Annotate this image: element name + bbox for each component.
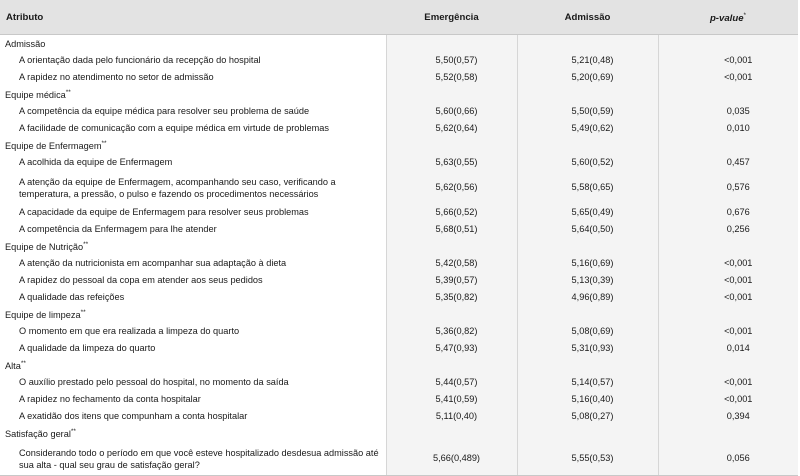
admission-cell: 5,64(0,50) <box>517 221 658 238</box>
emergency-cell: 5,52(0,58) <box>386 69 517 86</box>
admission-cell: 5,20(0,69) <box>517 69 658 86</box>
table-row <box>0 340 798 357</box>
section-empty-cell <box>386 238 517 255</box>
pvalue-cell: <0,001 <box>658 69 798 86</box>
attribute-cell: O momento em que era realizada a limpeza do quarto <box>19 326 240 336</box>
section-empty-cell <box>658 306 798 323</box>
header-emergency: Emergência <box>386 0 517 35</box>
section-title <box>0 306 386 323</box>
attribute-cell: A qualidade da limpeza do quarto <box>19 343 156 353</box>
section-name: Admissão <box>5 39 46 50</box>
section-empty-cell <box>386 306 517 323</box>
section-empty-cell <box>386 35 517 53</box>
section-empty-cell <box>658 35 798 53</box>
attribute-cell: A competência da equipe médica para resolver seu problema de saúde <box>19 106 310 116</box>
pvalue-cell: 0,035 <box>658 103 798 120</box>
section-row <box>0 306 798 323</box>
section-empty-cell <box>658 425 798 442</box>
section-empty-cell <box>386 357 517 374</box>
pvalue-cell: <0,001 <box>658 323 798 340</box>
emergency-cell: 5,62(0,56) <box>386 171 517 204</box>
pvalue-cell: 0,676 <box>658 204 798 221</box>
header-attribute: Atributo <box>0 0 386 35</box>
admission-cell: 5,16(0,40) <box>517 391 658 408</box>
admission-cell: 5,08(0,69) <box>517 323 658 340</box>
section-title <box>0 35 386 53</box>
section-name: Equipe médica <box>5 90 66 101</box>
emergency-cell: 5,63(0,55) <box>386 154 517 171</box>
section-empty-cell <box>386 425 517 442</box>
section-name: Satisfação geral <box>5 429 71 440</box>
table-row <box>0 221 798 238</box>
section-mark: ** <box>20 360 26 368</box>
admission-cell: 5,65(0,49) <box>517 204 658 221</box>
section-mark: ** <box>80 309 86 317</box>
section-mark: ** <box>70 428 76 436</box>
admission-cell: 5,60(0,52) <box>517 154 658 171</box>
attribute-cell: A orientação dada pelo funcionário da recepção do hospital <box>19 55 261 65</box>
table-row <box>0 120 798 137</box>
admission-cell: 5,08(0,27) <box>517 408 658 425</box>
section-empty-cell <box>386 86 517 103</box>
section-row <box>0 35 798 53</box>
table-row <box>0 255 798 272</box>
section-mark: ** <box>101 140 107 148</box>
emergency-cell: 5,62(0,64) <box>386 120 517 137</box>
section-name: Equipe de Enfermagem <box>5 141 102 152</box>
section-empty-cell <box>386 137 517 154</box>
header-row <box>0 0 798 35</box>
section-mark: ** <box>65 89 71 97</box>
emergency-cell: 5,47(0,93) <box>386 340 517 357</box>
emergency-cell: 5,35(0,82) <box>386 289 517 306</box>
pvalue-cell: <0,001 <box>658 374 798 391</box>
section-name: Equipe de Nutrição <box>5 242 84 253</box>
emergency-cell: 5,41(0,59) <box>386 391 517 408</box>
pvalue-cell: 0,394 <box>658 408 798 425</box>
section-empty-cell <box>658 137 798 154</box>
attribute-cell: A capacidade da equipe de Enfermagem para resolver seus problemas <box>19 207 309 217</box>
pvalue-cell: 0,056 <box>658 442 798 476</box>
table-row <box>0 374 798 391</box>
header-pvalue <box>658 0 798 35</box>
section-empty-cell <box>658 357 798 374</box>
pvalue-cell: 0,256 <box>658 221 798 238</box>
emergency-cell: 5,44(0,57) <box>386 374 517 391</box>
section-empty-cell <box>517 357 658 374</box>
pvalue-cell: 0,457 <box>658 154 798 171</box>
section-row <box>0 357 798 374</box>
admission-cell: 5,21(0,48) <box>517 52 658 69</box>
emergency-cell: 5,60(0,66) <box>386 103 517 120</box>
attribute-cell: A exatidão dos itens que compunham a conta hospitalar <box>19 411 248 421</box>
emergency-cell: 5,66(0,52) <box>386 204 517 221</box>
table-row <box>0 171 798 204</box>
emergency-cell: 5,66(0,489) <box>386 442 517 476</box>
header-pvalue-text: p-value <box>709 13 744 25</box>
admission-cell: 5,31(0,93) <box>517 340 658 357</box>
section-empty-cell <box>658 238 798 255</box>
attribute-cell: A atenção da nutricionista em acompanhar sua adaptação à dieta <box>19 258 287 268</box>
section-empty-cell <box>658 86 798 103</box>
pvalue-cell: <0,001 <box>658 289 798 306</box>
attribute-cell: A competência da Enfermagem para lhe atender <box>19 224 217 234</box>
admission-cell: 5,58(0,65) <box>517 171 658 204</box>
section-row <box>0 238 798 255</box>
attribute-cell: A rapidez no fechamento da conta hospitalar <box>19 394 201 404</box>
table-row <box>0 69 798 86</box>
table-row <box>0 204 798 221</box>
section-row <box>0 137 798 154</box>
table-row <box>0 154 798 171</box>
section-row <box>0 86 798 103</box>
section-empty-cell <box>517 86 658 103</box>
pvalue-cell: <0,001 <box>658 391 798 408</box>
section-title <box>0 137 386 154</box>
attribute-cell: Considerando todo o período em que você esteve hospitalizado desdesua admissão até sua alta - qual seu grau de satisfação geral? <box>0 442 386 476</box>
section-title <box>0 86 386 103</box>
attribute-cell: A atenção da equipe de Enfermagem, acompanhando seu caso, verificando a temperatura, a pressão, o pulso e fazendo os procedimentos necessários <box>19 176 336 199</box>
section-empty-cell <box>517 425 658 442</box>
section-empty-cell <box>517 137 658 154</box>
emergency-cell: 5,68(0,51) <box>386 221 517 238</box>
attribute-cell: A qualidade das refeições <box>19 292 125 302</box>
emergency-cell: 5,36(0,82) <box>386 323 517 340</box>
pvalue-cell: 0,010 <box>658 120 798 137</box>
admission-cell: 4,96(0,89) <box>517 289 658 306</box>
emergency-cell: 5,50(0,57) <box>386 52 517 69</box>
header-pvalue-mark: * <box>743 11 747 19</box>
table-row <box>0 272 798 289</box>
table-row <box>0 408 798 425</box>
section-title <box>0 357 386 374</box>
pvalue-cell: 0,014 <box>658 340 798 357</box>
pvalue-cell: <0,001 <box>658 255 798 272</box>
section-row <box>0 425 798 442</box>
table-row <box>0 442 798 476</box>
table-body <box>0 35 798 476</box>
emergency-cell: 5,11(0,40) <box>386 408 517 425</box>
emergency-cell: 5,42(0,58) <box>386 255 517 272</box>
admission-cell: 5,49(0,62) <box>517 120 658 137</box>
admission-cell: 5,14(0,57) <box>517 374 658 391</box>
section-title <box>0 238 386 255</box>
table-row <box>0 391 798 408</box>
attribute-cell: A facilidade de comunicação com a equipe médica em virtude de problemas <box>19 123 329 133</box>
admission-cell: 5,13(0,39) <box>517 272 658 289</box>
pvalue-cell: 0,576 <box>658 171 798 204</box>
section-empty-cell <box>517 306 658 323</box>
section-name: Alta <box>5 361 21 372</box>
section-mark: ** <box>83 241 89 249</box>
section-name: Equipe de limpeza <box>5 310 81 321</box>
attribute-cell: O auxílio prestado pelo pessoal do hospital, no momento da saída <box>19 377 289 387</box>
admission-cell: 5,55(0,53) <box>517 442 658 476</box>
emergency-cell: 5,39(0,57) <box>386 272 517 289</box>
admission-cell: 5,50(0,59) <box>517 103 658 120</box>
section-empty-cell <box>517 35 658 53</box>
table-row <box>0 52 798 69</box>
attribute-cell: A rapidez do pessoal da copa em atender aos seus pedidos <box>19 275 263 285</box>
section-title <box>0 425 386 442</box>
table-row <box>0 323 798 340</box>
attribute-cell: A rapidez no atendimento no setor de admissão <box>19 72 214 82</box>
header-admission: Admissão <box>517 0 658 35</box>
table-row <box>0 103 798 120</box>
table-row <box>0 289 798 306</box>
pvalue-cell: <0,001 <box>658 52 798 69</box>
section-empty-cell <box>517 238 658 255</box>
admission-cell: 5,16(0,69) <box>517 255 658 272</box>
pvalue-cell: <0,001 <box>658 272 798 289</box>
attribute-cell: A acolhida da equipe de Enfermagem <box>19 157 173 167</box>
